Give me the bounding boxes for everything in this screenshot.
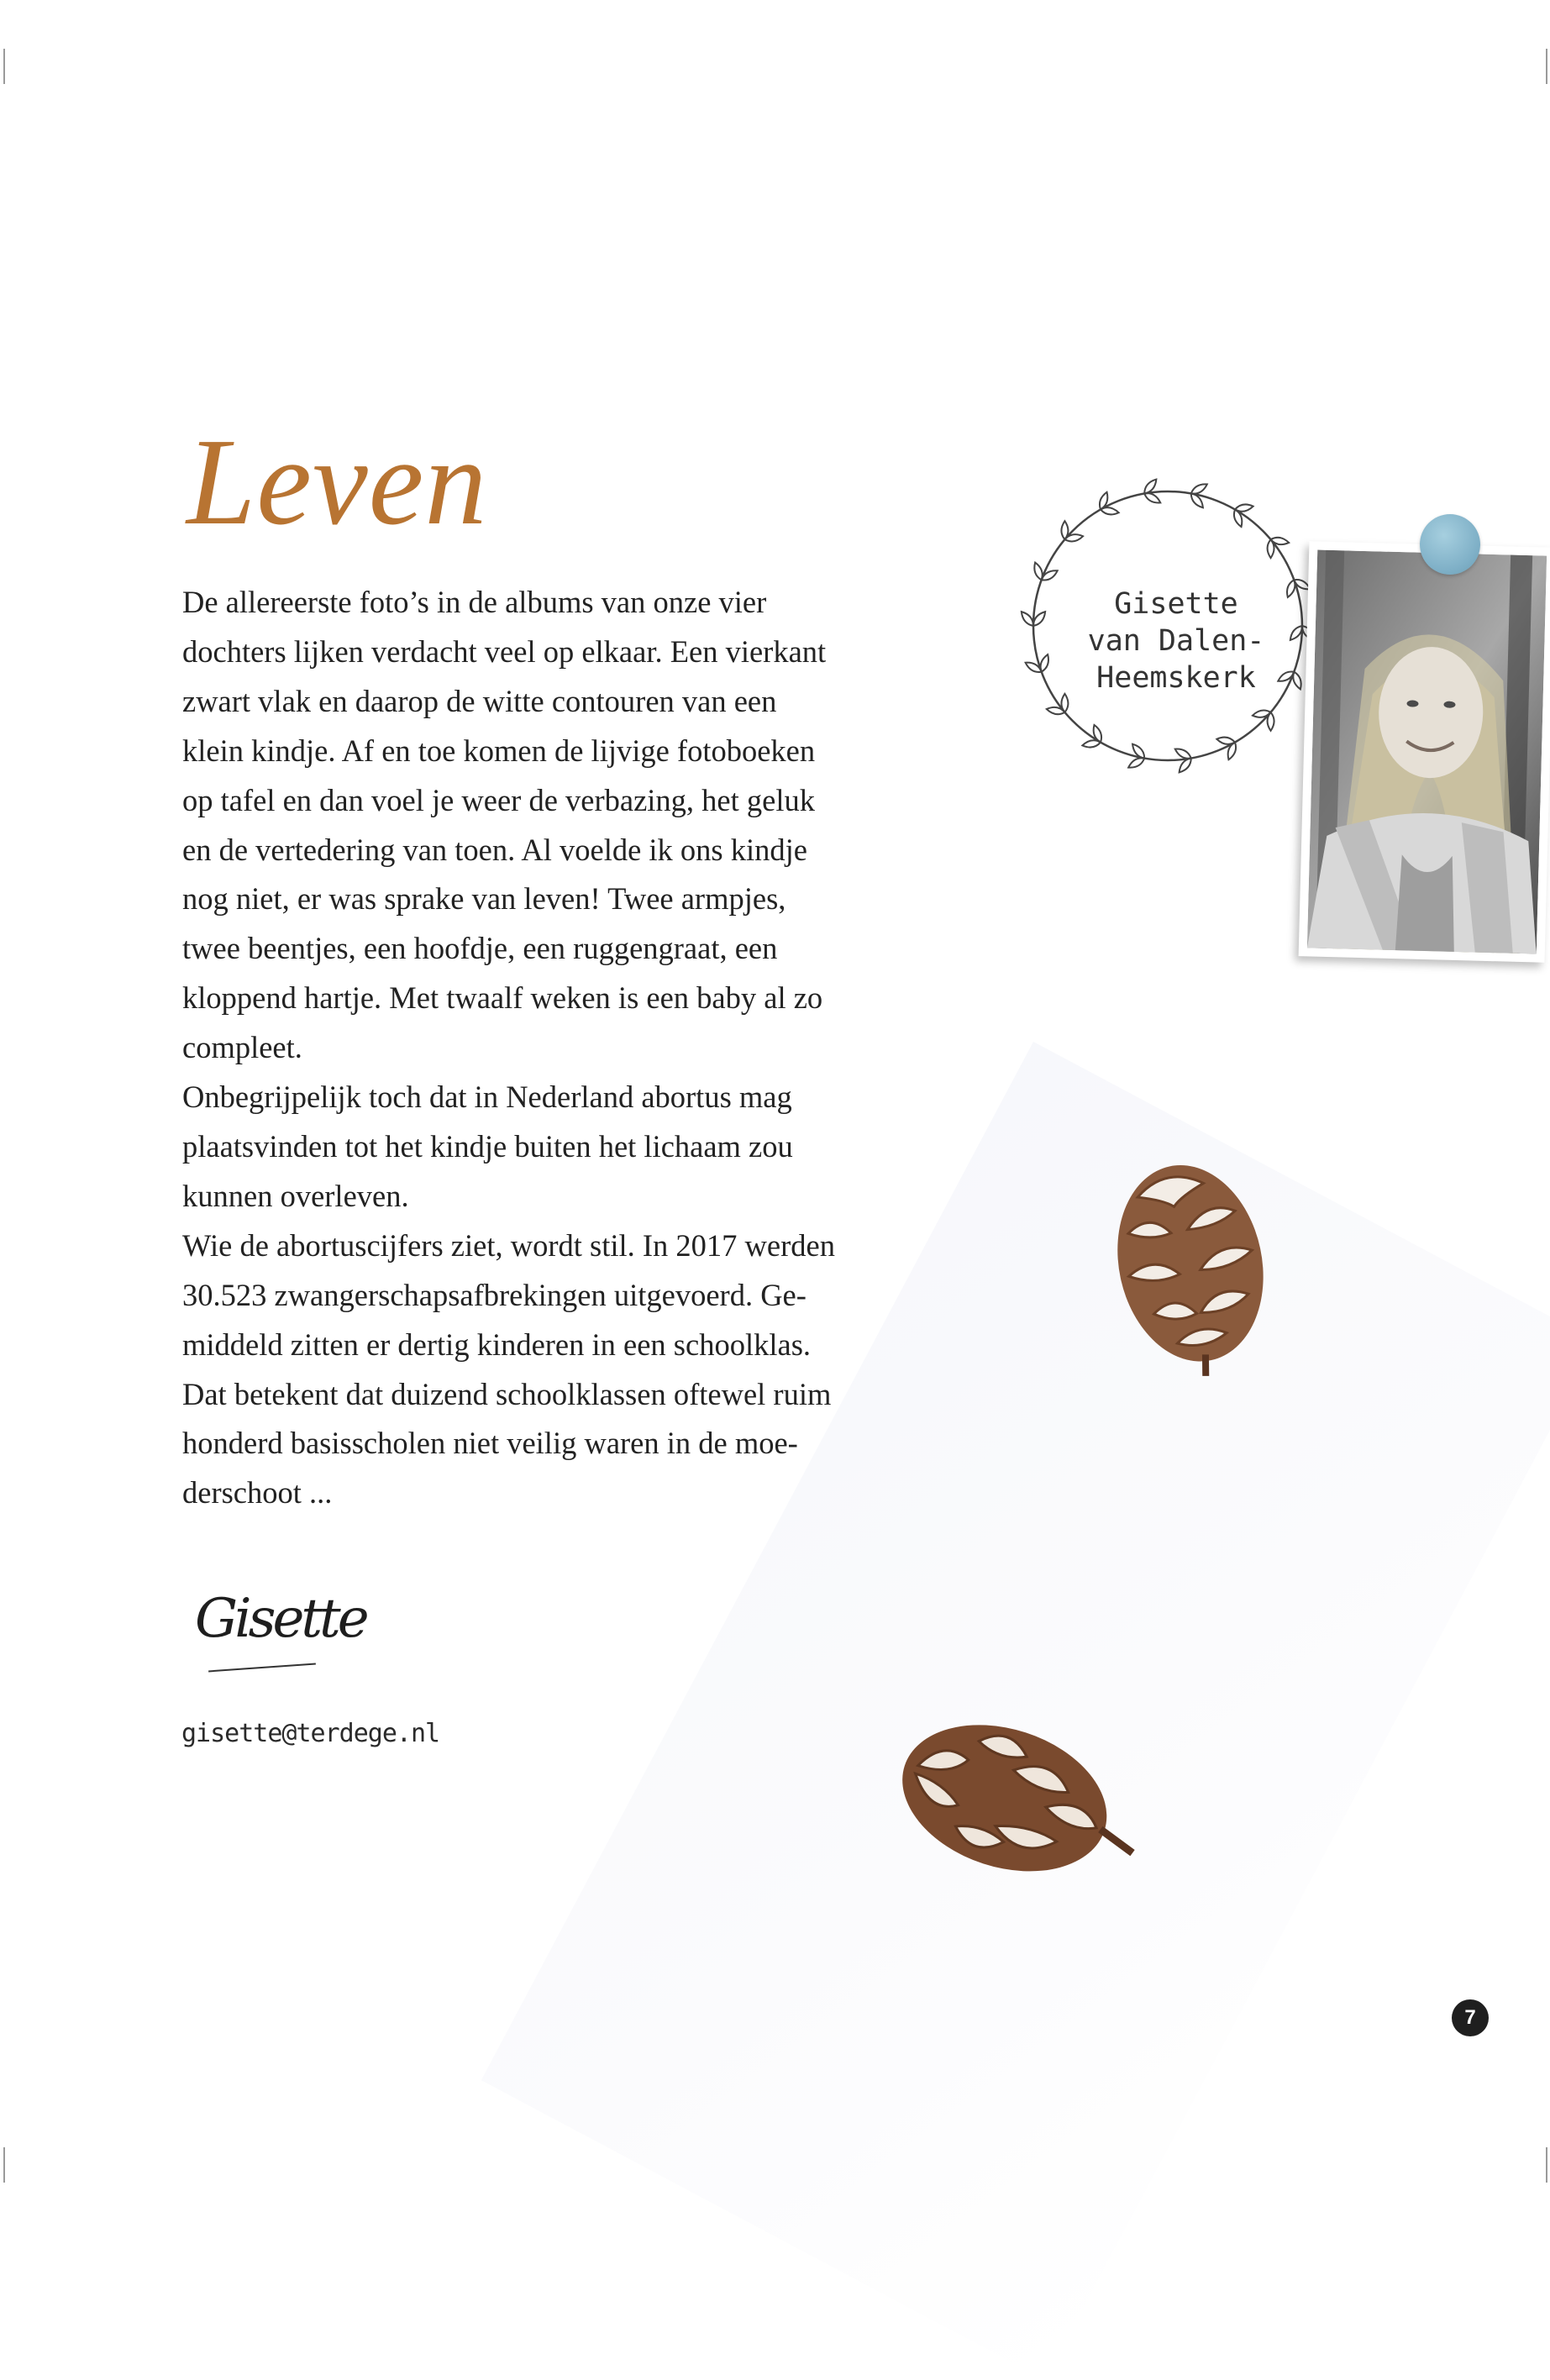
pine-cone-icon (878, 1697, 1155, 1907)
body-line: derschoot ... (182, 1475, 333, 1510)
crop-mark-bottom-right (1546, 2147, 1547, 2183)
wreath-leaf (1268, 539, 1274, 558)
body-line: Onbegrijpelijk toch dat in Nederland abortus mag (182, 1080, 792, 1115)
body-line: De allereerste foto’s in de albums van onze vier (182, 585, 767, 619)
body-line: kloppend hartje. Met twaalf weken is een baby al zo (182, 980, 823, 1016)
author-photo (1299, 541, 1550, 963)
body-line: Dat betekent dat duizend schoolklassen oftewel ruim (182, 1376, 832, 1411)
body-line: en de vertedering van toen. Al voelde ik ons kindje (182, 832, 807, 867)
wreath-leaf (1216, 736, 1236, 746)
author-portrait (1307, 550, 1547, 954)
crop-mark-top-right (1546, 49, 1547, 84)
body-line: compleet. (182, 1030, 302, 1065)
crop-mark-top-left (3, 49, 5, 84)
body-line: klein kindje. Af en toe komen de lijvige fotoboeken (182, 733, 816, 768)
author-signature: Gisette (195, 1588, 366, 1650)
body-line: 30.523 zwangerschapsafbrekingen uitgevoerd. Ge- (182, 1277, 807, 1312)
body-line: plaatsvinden tot het kindje buiten het lichaam zou (182, 1128, 793, 1164)
body-line: dochters lijken verdacht veel op elkaar. Een vierkant (182, 633, 827, 669)
body-line: twee beentjes, een hoofdje, een ruggengraat, een (182, 931, 778, 966)
article-body (182, 578, 922, 1518)
body-line: honderd basisscholen niet veilig waren in de moe- (182, 1426, 798, 1461)
author-email: gisette@terdege.nl (181, 1719, 440, 1748)
wreath-leaf (1100, 506, 1119, 516)
body-line: kunnen overleven. (182, 1178, 409, 1213)
pin-icon (1420, 514, 1480, 575)
author-name: Gisette van Dalen- Heemskerk (1087, 587, 1265, 695)
body-line: op tafel en dan voel je weer de verbazing, het geluk (182, 782, 815, 817)
pine-cone-icon (1084, 1130, 1285, 1382)
page-number-badge: 7 (1452, 1999, 1489, 2036)
body-line: middeld zitten er dertig kinderen in een schoolklas. (182, 1327, 812, 1362)
signature-underline (208, 1663, 316, 1673)
article-title: Leven (187, 413, 488, 551)
crop-mark-bottom-left (3, 2147, 5, 2183)
wreath-leaf (1061, 694, 1068, 712)
body-line: Wie de abortuscijfers ziet, wordt stil. In 2017 werden (182, 1227, 835, 1263)
body-line: nog niet, er was sprake van leven! Twee armpjes, (182, 881, 786, 917)
body-line: zwart vlak en daarop de witte contouren van een (182, 683, 777, 718)
